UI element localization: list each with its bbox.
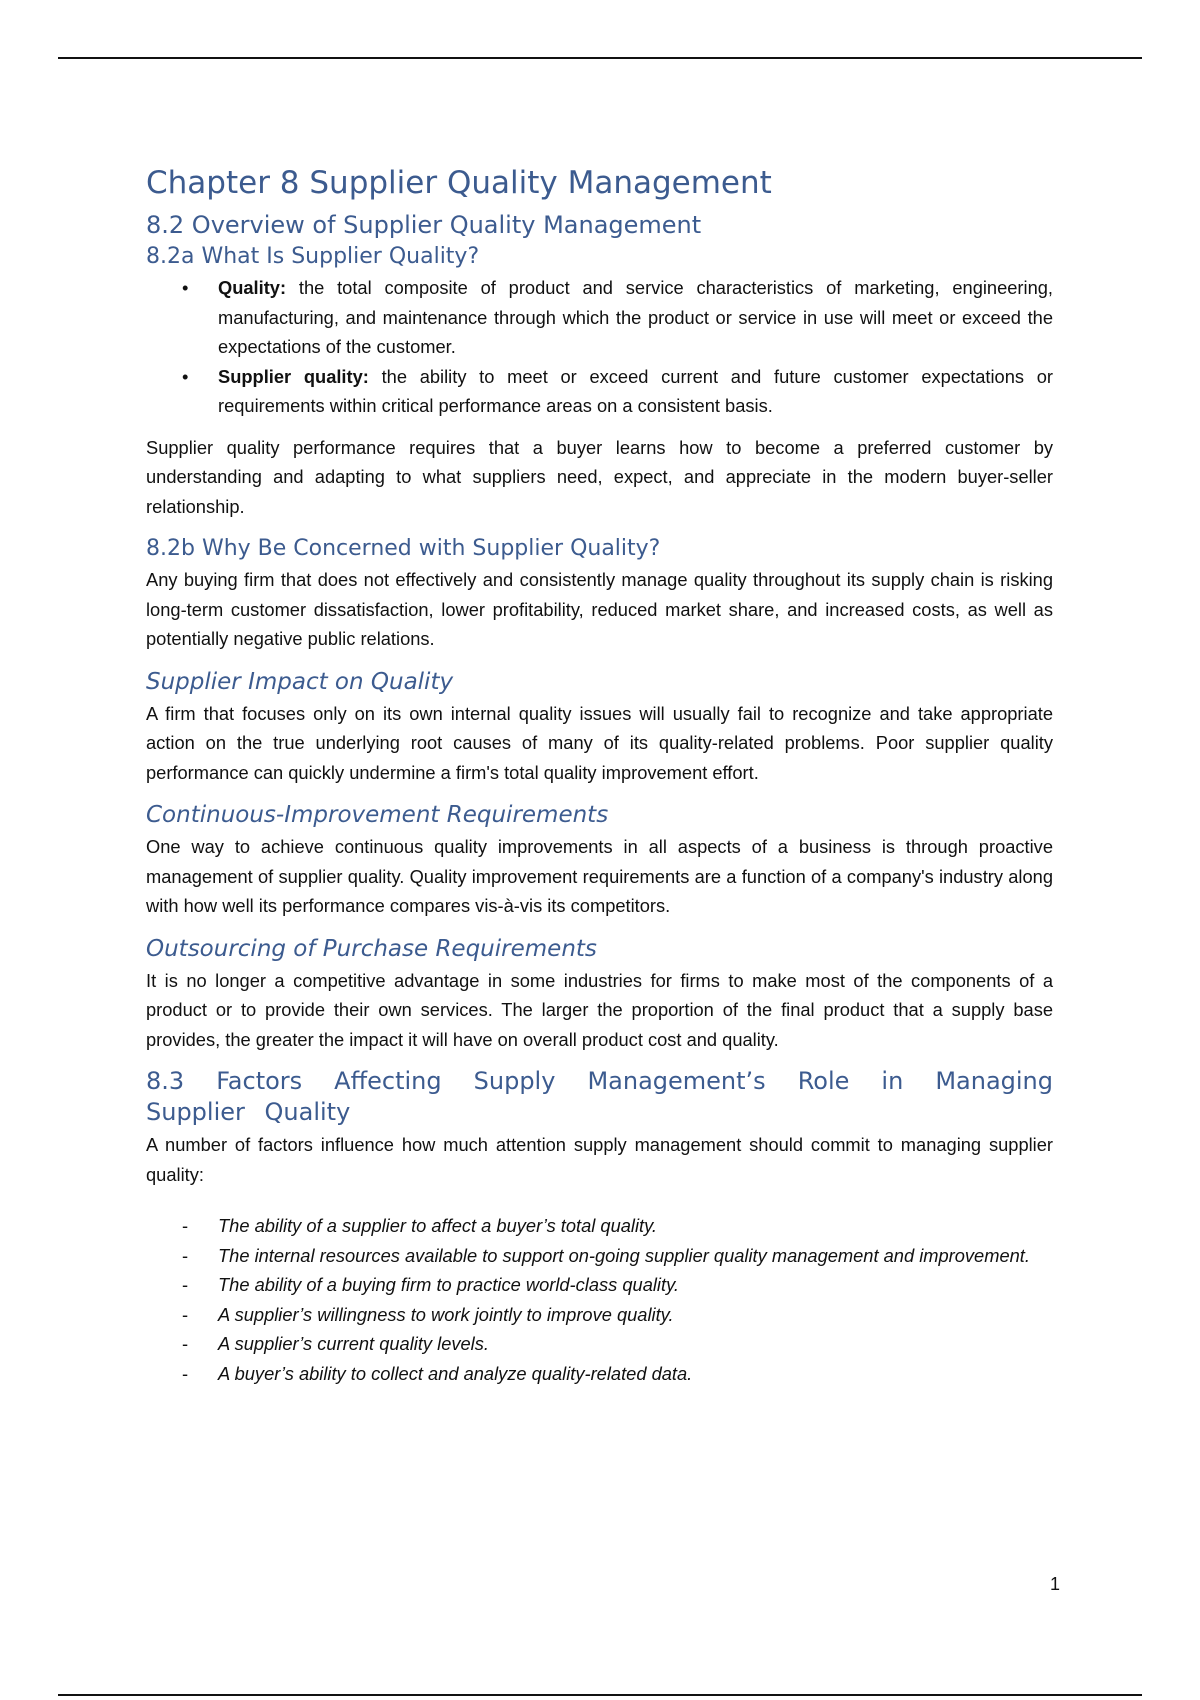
factor-item bbox=[146, 1211, 1053, 1241]
definition-text: the total composite of product and service characteristics of marketing, engineering, manufacturing, and maintenance through which the product or service in use will meet or exceed the expectations of the customer. bbox=[218, 277, 1053, 357]
factor-item bbox=[146, 1270, 1053, 1300]
section-8-3-heading: 8.3 Factors Affecting Supply Management’s Role in Managing Supplier Quality bbox=[146, 1067, 1053, 1126]
factor-text: The ability of a buying firm to practice world-class quality. bbox=[218, 1274, 679, 1295]
factor-item bbox=[146, 1241, 1053, 1271]
factor-item bbox=[146, 1359, 1053, 1389]
continuous-improvement-heading: Continuous-Improvement Requirements bbox=[146, 802, 609, 828]
dash-marker: - bbox=[182, 1333, 189, 1354]
section-8-2b-heading: 8.2b Why Be Concerned with Supplier Quality? bbox=[146, 536, 661, 561]
dash-marker: - bbox=[182, 1274, 189, 1295]
page-number: 1 bbox=[1049, 1574, 1060, 1594]
factors-list bbox=[146, 1211, 1053, 1388]
dash-marker: - bbox=[182, 1244, 189, 1266]
bullet-marker: • bbox=[182, 365, 189, 387]
definition-term: Quality: bbox=[218, 277, 287, 298]
supplier-impact-heading: Supplier Impact on Quality bbox=[146, 668, 454, 695]
header-rule bbox=[58, 57, 1142, 59]
supplier-impact-paragraph: A firm that focuses only on its own internal quality issues will usually fail to recognize and take appropriate action on the true underlying root causes of many of its quality-related problems. Poor supplier quality performance can quickly undermine a firm's total quality improvement effort. bbox=[146, 702, 1053, 783]
factor-text: A buyer’s ability to collect and analyze quality-related data. bbox=[218, 1362, 693, 1384]
definition-text: the ability to meet or exceed current and future customer expectations or requirements within critical performance areas on a consistent basis. bbox=[218, 365, 1053, 416]
definition-list bbox=[146, 273, 1053, 421]
definition-item-supplier-quality bbox=[146, 362, 1053, 421]
factor-text: The ability of a supplier to affect a buyer’s total quality. bbox=[218, 1215, 657, 1236]
footer-rule bbox=[58, 1694, 1142, 1696]
continuous-improvement-paragraph: One way to achieve continuous quality improvements in all aspects of a business is through proactive management of supplier quality. Quality improvement requirements are a function of a company's industry along with how well its performance compares vis-à-vis its competitors. bbox=[146, 836, 1053, 916]
section-8-2-heading: 8.2 Overview of Supplier Quality Management bbox=[146, 211, 702, 239]
section-8-2a-heading: 8.2a What Is Supplier Quality? bbox=[146, 244, 480, 269]
factor-text: A supplier’s willingness to work jointly to improve quality. bbox=[218, 1303, 674, 1325]
definition-term: Supplier quality: bbox=[218, 365, 369, 387]
factor-item bbox=[146, 1329, 1053, 1359]
factor-text: A supplier’s current quality levels. bbox=[218, 1333, 489, 1354]
outsourcing-heading: Outsourcing of Purchase Requirements bbox=[146, 935, 597, 962]
document-body bbox=[146, 164, 1053, 1388]
dash-marker: - bbox=[182, 1215, 189, 1236]
chapter-title: Chapter 8 Supplier Quality Management bbox=[146, 165, 772, 201]
preferred-customer-paragraph: Supplier quality performance requires that a buyer learns how to become a preferred customer by understanding and adapting to what suppliers need, expect, and appreciate in the modern buyer-seller relationship. bbox=[146, 436, 1053, 517]
bullet-marker: • bbox=[182, 277, 189, 298]
outsourcing-paragraph: It is no longer a competitive advantage in some industries for firms to make most of the components of a product or to provide their own services. The larger the proportion of the final product that a supply base provides, the greater the impact it will have on overall product cost and quality. bbox=[146, 969, 1053, 1050]
definition-item-quality bbox=[146, 273, 1053, 362]
factor-item bbox=[146, 1300, 1053, 1330]
factors-intro-paragraph: A number of factors influence how much attention supply management should commit to managing supplier quality: bbox=[146, 1134, 1053, 1185]
dash-marker: - bbox=[182, 1362, 189, 1384]
concern-paragraph: Any buying firm that does not effectively and consistently manage quality throughout its supply chain is risking long-term customer dissatisfaction, lower profitability, reduced market share, and increased costs, as well as potentially negative public relations. bbox=[146, 569, 1053, 649]
dash-marker: - bbox=[182, 1303, 189, 1325]
factor-text: The internal resources available to support on-going supplier quality management and improvement. bbox=[218, 1244, 1030, 1266]
